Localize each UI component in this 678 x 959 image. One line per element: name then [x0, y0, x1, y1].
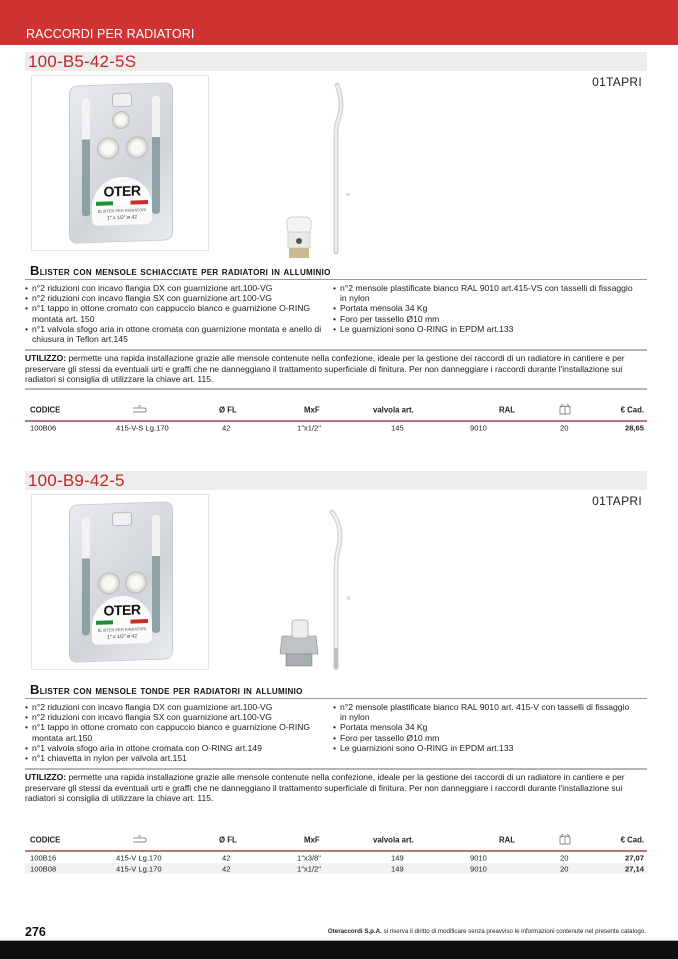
cell-codice: 100B08	[30, 864, 57, 873]
valve-piece	[98, 572, 120, 595]
table-row	[25, 422, 647, 433]
bracket-bolt	[152, 515, 160, 633]
price-table	[25, 400, 647, 433]
italian-flag	[96, 619, 148, 625]
cell-price: 27,14	[624, 864, 644, 873]
bracket-icon	[132, 404, 150, 416]
valve-top	[292, 620, 308, 638]
divider	[25, 768, 647, 770]
title-rest: lister con mensole tonde per radiatori in alluminio	[39, 685, 303, 697]
bracket-thread	[334, 648, 338, 668]
cell-ral: 9010	[470, 864, 487, 873]
catalog-code: 01TAPRI	[592, 75, 642, 89]
blister-image	[31, 494, 209, 670]
cell-codice: 100B06	[30, 423, 57, 432]
feature-item: • n°1 tappo in ottone cromato con cappuccio bianco e guarnizione O-RING montata art. 150	[25, 303, 330, 323]
feature-item: • n°2 mensole plastificate bianco RAL 9010 art. 415-V con tasselli di fissaggio in nylon	[333, 702, 633, 722]
cell-valvola: 149	[391, 853, 404, 862]
company-name: Oteraccordi S.p.A.	[327, 928, 382, 935]
feature-item: • Foro per tassello Ø10 mm	[333, 314, 633, 324]
usage-body: permette una rapida installazione grazie alle mensole contenute nella confezione, ideale per la gestione dei raccordi di un radiatore in cantiere e per preservare gli stessi da eventuali urti e graffi che ne danneggiano il trattamento superficiale di finitura. Per non danneggiare i raccordi durante l'installazione sui radiatori si consiglia di utilizzare la chiave art. 115.	[25, 772, 625, 804]
blister-label-text: BLISTER PER RADIATORI	[97, 626, 147, 633]
feature-item: • Portata mensola 34 Kg	[333, 722, 633, 732]
section-title: RACCORDI PER RADIATORI	[26, 27, 195, 41]
reduction-piece	[97, 137, 119, 160]
product-code: 100-B9-42-5	[28, 471, 125, 490]
blister-size: 1" x 1/2" ø 42	[107, 214, 137, 222]
cell-mensola: 415-V-S Lg.170	[116, 423, 169, 432]
usage-text	[25, 772, 649, 804]
price-table	[25, 830, 647, 874]
cell-fl: 42	[222, 853, 231, 862]
col-valvola: valvola art.	[373, 835, 414, 845]
hang-hole	[112, 93, 132, 108]
valve-thread	[289, 248, 309, 258]
brand-logo: OTER	[103, 182, 141, 200]
cell-fl: 42	[222, 423, 231, 432]
cell-valvola: 145	[391, 423, 404, 432]
feature-item: • n°1 valvola sfogo aria in ottone cromata con guarnizione montata e anello di chiusura in Teflon art.145	[25, 324, 330, 344]
cell-fl: 42	[222, 864, 231, 873]
feature-list-right	[333, 702, 633, 753]
cell-qty: 20	[560, 864, 569, 873]
bracket-icon	[132, 834, 150, 846]
table-header	[25, 830, 647, 852]
feature-item: • Le guarnizioni sono O-RING in EPDM art.133	[333, 324, 633, 334]
bracket-bolt	[152, 96, 160, 214]
blister-label	[92, 176, 152, 226]
product-code-bar	[25, 471, 647, 490]
table-row	[25, 852, 647, 863]
divider	[25, 698, 647, 699]
col-ral: RAL	[499, 405, 516, 415]
hang-hole	[112, 512, 132, 527]
usage-label: UTILIZZO:	[25, 353, 67, 363]
col-price: € Cad.	[620, 405, 644, 415]
footer-bar	[0, 941, 678, 959]
divider	[25, 349, 647, 351]
col-fl: Ø FL	[219, 405, 237, 415]
feature-item: • n°2 riduzioni con incavo flangia DX con guarnizione art.100-VG	[25, 702, 330, 712]
cell-mxf: 1"x1/2"	[297, 423, 321, 432]
col-mxf: MxF	[304, 835, 320, 845]
col-mxf: MxF	[304, 405, 320, 415]
divider	[25, 388, 647, 390]
product-title	[30, 682, 303, 697]
disclaimer-text: si riserva il diritto di modificare senza preavviso le informazioni contenute nel presente catalogo.	[381, 928, 646, 935]
cell-price: 27,07	[624, 853, 644, 862]
col-fl: Ø FL	[219, 835, 237, 845]
title-rest: lister con mensole schiacciate per radiatori in alluminio	[39, 266, 331, 278]
blister-pack	[69, 82, 173, 244]
col-valvola: valvola art.	[373, 405, 414, 415]
box-icon	[558, 403, 572, 417]
parts-image	[270, 80, 350, 260]
cell-ral: 9010	[470, 853, 487, 862]
col-codice: CODICE	[30, 405, 61, 415]
valve-hex	[280, 636, 318, 654]
cell-qty: 20	[560, 423, 569, 432]
feature-item: • Portata mensola 34 Kg	[333, 303, 633, 313]
blister-label	[92, 595, 152, 645]
col-codice: CODICE	[30, 835, 61, 845]
feature-list-right	[333, 283, 633, 334]
cell-mxf: 1"x1/2"	[297, 864, 321, 873]
feature-item: • n°2 riduzioni con incavo flangia DX con guarnizione art.100-VG	[25, 283, 330, 293]
cell-codice: 100B16	[30, 853, 57, 862]
bracket-bolt	[82, 517, 90, 635]
col-ral: RAL	[499, 835, 516, 845]
usage-label: UTILIZZO:	[25, 772, 67, 782]
feature-item: • n°1 tappo in ottone cromato con cappuccio bianco e guarnizione O-RING montata art.150	[25, 722, 330, 742]
page-header-bar	[0, 0, 678, 45]
table-row	[25, 863, 647, 874]
bracket-bolt	[82, 98, 90, 216]
valve-cap	[287, 217, 311, 233]
valve-piece	[112, 111, 130, 130]
feature-item: • n°1 valvola sfogo aria in ottone cromata con O-RING art.149	[25, 743, 330, 753]
brand-logo: OTER	[103, 601, 141, 619]
catalog-code: 01TAPRI	[592, 494, 642, 508]
blister-image	[31, 75, 209, 251]
cell-mensola: 415-V Lg.170	[116, 853, 162, 862]
blister-size: 1" x 1/2" ø 42	[107, 633, 137, 641]
title-initial: B	[30, 682, 40, 697]
product-code: 100-B5-42-5S	[28, 52, 137, 71]
valve-hole	[296, 238, 302, 244]
box-icon	[558, 833, 572, 847]
cell-mensola: 415-V Lg.170	[116, 864, 162, 873]
usage-text	[25, 353, 649, 385]
divider	[25, 279, 647, 280]
feature-list-left	[25, 702, 330, 763]
cell-valvola: 149	[391, 864, 404, 873]
product-code-bar	[25, 52, 647, 71]
feature-item: • n°2 mensole plastificate bianco RAL 9010 art.415-VS con tasselli di fissaggio in nylon	[333, 283, 633, 303]
feature-item: • n°2 riduzioni con incavo flangia SX con guarnizione art.100-VG	[25, 712, 330, 722]
valve-thread	[286, 654, 312, 666]
reduction-piece	[125, 571, 147, 594]
reduction-piece	[126, 136, 148, 159]
title-initial: B	[30, 263, 40, 278]
table-header	[25, 400, 647, 422]
usage-body: permette una rapida installazione grazie alle mensole contenute nella confezione, ideale per la gestione dei raccordi di un radiatore in cantiere e per preservare gli stessi da eventuali urti e graffi che ne danneggiano il trattamento superficiale di finitura. Per non danneggiare i raccordi durante l'installazione sui radiatori si consiglia di utilizzare la chiave art. 115.	[25, 353, 625, 385]
blister-label-text: BLISTER PER RADIATORI	[97, 207, 147, 214]
anchor-head	[347, 596, 350, 600]
feature-list-left	[25, 283, 330, 344]
col-price: € Cad.	[620, 835, 644, 845]
cell-ral: 9010	[470, 423, 487, 432]
feature-item: • Foro per tassello Ø10 mm	[333, 733, 633, 743]
cell-mxf: 1"x3/8"	[297, 853, 321, 862]
anchor-head	[346, 193, 350, 196]
feature-item: • n°2 riduzioni con incavo flangia SX con guarnizione art.100-VG	[25, 293, 330, 303]
italian-flag	[96, 200, 148, 206]
footer-disclaimer	[328, 928, 646, 935]
feature-item: • Le guarnizioni sono O-RING in EPDM art.133	[333, 743, 633, 753]
blister-pack	[69, 501, 173, 663]
product-title	[30, 263, 331, 278]
cell-qty: 20	[560, 853, 569, 862]
cell-price: 28,65	[624, 423, 644, 432]
page-number: 276	[25, 925, 46, 939]
parts-image	[270, 508, 350, 678]
feature-item: • n°1 chiavetta in nylon per valvola art.151	[25, 753, 330, 763]
